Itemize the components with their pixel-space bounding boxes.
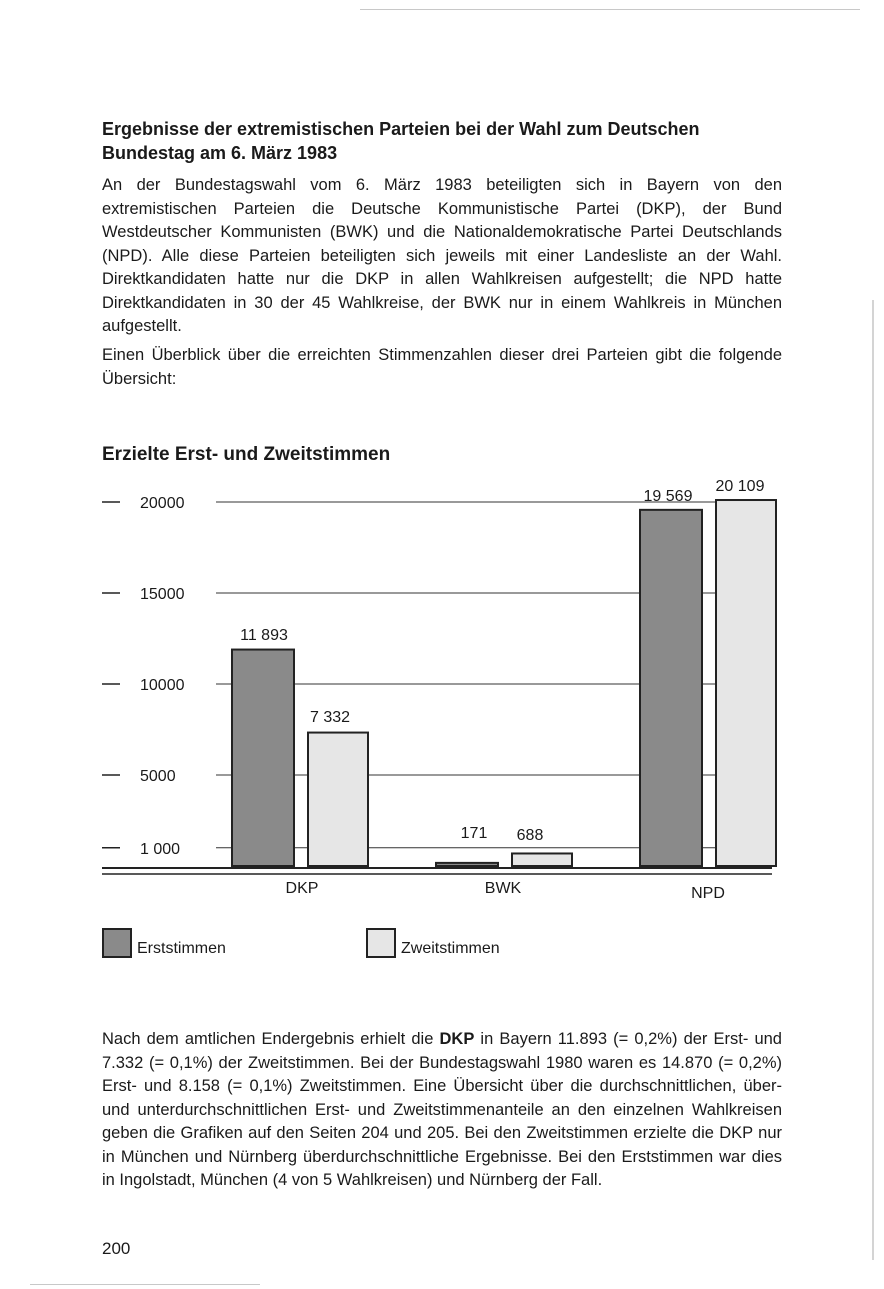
zweitstimmen-swatch <box>366 928 396 958</box>
result-text-start: Nach dem amtlichen Endergebnis erhielt die <box>102 1030 440 1048</box>
page-number: 200 <box>102 1239 131 1258</box>
value-label-zweitstimmen-npd: 20 109 <box>715 478 765 495</box>
section-heading: Ergebnisse der extremistischen Parteien bei der Wahl zum Deutschen Bundestag am 6. März 1983 <box>102 119 700 163</box>
bar-zweitstimmen-bwk <box>512 853 572 866</box>
category-label-dkp: DKP <box>285 880 319 897</box>
legend-item-erststimmen <box>102 928 226 958</box>
bar-zweitstimmen-dkp <box>308 733 368 866</box>
intro-paragraph <box>102 174 782 339</box>
legend-label-erststimmen: Erststimmen <box>137 940 226 957</box>
legend-label-zweitstimmen: Zweitstimmen <box>401 940 500 957</box>
result-text-party: DKP <box>439 1030 475 1048</box>
value-label-erststimmen-bwk: 171 <box>460 825 488 842</box>
y-tick-label: 20000 <box>140 495 185 512</box>
bar-erststimmen-dkp <box>232 650 294 866</box>
category-label-npd: NPD <box>691 885 725 902</box>
bottom-scan-rule <box>30 1284 260 1285</box>
value-label-erststimmen-npd: 19 569 <box>643 488 693 505</box>
chart-title: Erzielte Erst- und Zweitstimmen <box>102 444 391 465</box>
intro-text: An der Bundestagswahl vom 6. März 1983 beteiligten sich in Bayern von den extremistischen Parteien die Deutsche Kommunistische Partei (DKP), der Bund Westdeutscher Kommunisten (BWK) und die Nationaldemokratische Partei Deutschlands (NPD). Alle diese Parteien beteiligten sich jeweils mit einer Landesliste an der Wahl. Direktkandidaten hatte nur die DKP in allen Wahlkreisen aufgestellt; die NPD hatte Direktkandidaten in 30 der 45 Wahlkreise, der BWK nur in einem Wahlkreis in München aufgestellt. <box>102 176 782 335</box>
value-label-zweitstimmen-dkp: 7 332 <box>309 709 351 726</box>
overview-paragraph <box>102 344 782 391</box>
overview-text: Einen Überblick über die erreichten Stimmenzahlen dieser drei Parteien gibt die folgende Übersicht: <box>102 346 782 388</box>
y-tick-label: 15000 <box>140 586 185 603</box>
bar-erststimmen-bwk <box>436 863 498 866</box>
y-tick-label: 1 000 <box>140 840 181 858</box>
bar-erststimmen-npd <box>640 510 702 866</box>
value-label-zweitstimmen-bwk: 688 <box>516 827 544 844</box>
y-tick-label: 10000 <box>140 677 185 694</box>
bar-zweitstimmen-npd <box>716 500 776 866</box>
legend-item-zweitstimmen <box>366 928 500 958</box>
chart-legend <box>102 928 662 968</box>
y-tick-label: 5000 <box>140 768 176 785</box>
result-paragraph <box>102 1028 782 1193</box>
erststimmen-swatch <box>102 928 132 958</box>
value-label-erststimmen-dkp: 11 893 <box>240 627 288 644</box>
result-text <box>102 1028 782 1193</box>
votes-bar-chart <box>0 460 884 920</box>
top-scan-rule <box>360 9 860 10</box>
category-label-bwk: BWK <box>484 880 522 897</box>
result-text-rest: in Bayern 11.893 (= 0,2%) der Erst- und 7.332 (= 0,1%) der Zweitstimmen. Bei der Bundestagswahl 1980 waren es 14.870 (= 0,2%) Erst- und 8.158 (= 0,1%) Zweitstimmen. Eine Übersicht über die durchschnittlichen, über- und unterdurchschnittlichen Erst- und Zweitstimmenanteile an den einzelnen Wahlkreisen geben die Grafiken auf den Seiten 204 und 205. Bei den Zweitstimmen erzielte die DKP nur in München und Nürnberg überdurchschnittliche Ergebnisse. Bei den Erststimmen war dies in Ingolstadt, München (4 von 5 Wahlkreisen) und Nürnberg der Fall. <box>102 1030 782 1189</box>
